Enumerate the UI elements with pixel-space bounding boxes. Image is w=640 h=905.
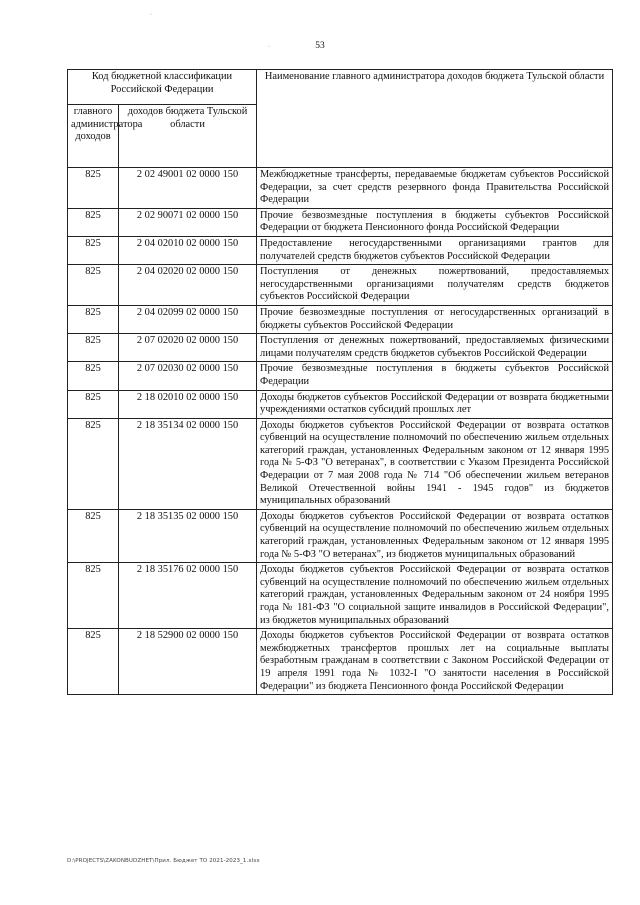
page-number: 53 [315,41,325,51]
revenue-code-cell: 2 02 49001 02 0000 150 [119,168,257,209]
admin-code-cell: 825 [68,418,119,509]
table-row [68,362,613,390]
revenue-name-cell: Доходы бюджетов субъектов Российской Федерации от возврата остатков субвенций на осуществление полномочий по обеспечению жильем отдельных категорий граждан, установленных Федеральным законом от 24 ноября 1995 года № 181-ФЗ "О социальной защите инвалидов в Российской Федерации", из бюджетов муниципальных образований [257,563,613,629]
revenue-code-cell: 2 07 02020 02 0000 150 [119,334,257,362]
header-name-column: Наименование главного администратора доходов бюджета Тульской области [257,70,613,168]
table-row [68,334,613,362]
revenue-name-cell: Предоставление негосударственными организациями грантов для получателей средств бюджетов субъектов Российской Федерации [257,236,613,264]
admin-code-cell: 825 [68,305,119,333]
table-row [68,236,613,264]
revenue-name-cell: Доходы бюджетов субъектов Российской Федерации от возврата остатков субвенций на осуществление полномочий по обеспечению жильем отдельных категорий граждан, установленных Федеральным законом от 12 января 1995 года № 5-ФЗ "О ветеранах", из бюджетов муниципальных образований [257,509,613,562]
revenue-code-cell: 2 18 35135 02 0000 150 [119,509,257,562]
revenue-code-cell: 2 07 02030 02 0000 150 [119,362,257,390]
table-row [68,265,613,306]
admin-code-cell: 825 [68,563,119,629]
admin-code-cell: 825 [68,208,119,236]
revenue-name-cell: Доходы бюджетов субъектов Российской Федерации от возврата остатков субвенций на осуществление полномочий по обеспечению жильем отдельных категорий граждан, установленных Федеральным законом от 12 января 1995 года № 5-ФЗ "О ветеранах", в соответствии с Указом Президента Российской Федерации от 7 мая 2008 года № 714 "Об обеспечении жильем ветеранов Великой Отечественной войны 1941 - 1945 годов" из бюджетов муниципальных образований [257,418,613,509]
table-row [68,629,613,695]
admin-code-cell: 825 [68,390,119,418]
revenue-name-cell: Доходы бюджетов субъектов Российской Федерации от возврата остатков межбюджетных трансфертов прошлых лет на социальные выплаты безработным гражданам в соответствии с Законом Российской Федерации от 19 апреля 1991 года № 1032-I "О занятости населения в Российской Федерации" из бюджета Пенсионного фонда Российской Федерации [257,629,613,695]
table-row [68,168,613,209]
revenue-code-cell: 2 18 02010 02 0000 150 [119,390,257,418]
file-path-footer: D:\PROJECTS\ZAKONBUDZHET\Прил. Бюджет ТО 2021-2023_1.xlsx [67,858,260,864]
revenue-name-cell: Поступления от денежных пожертвований, предоставляемых негосударственными организациями получателям средств бюджетов субъектов Российской Федерации [257,265,613,306]
revenue-name-cell: Доходы бюджетов субъектов Российской Федерации от возврата бюджетными учреждениями остатков субсидий прошлых лет [257,390,613,418]
table-row [68,208,613,236]
revenue-code-cell: 2 02 90071 02 0000 150 [119,208,257,236]
table-row [68,305,613,333]
revenue-name-cell: Прочие безвозмездные поступления в бюджеты субъектов Российской Федерации от бюджета Пенсионного фонда Российской Федерации [257,208,613,236]
admin-code-cell: 825 [68,265,119,306]
table-row [68,563,613,629]
scan-dot: · [268,44,270,50]
admin-code-cell: 825 [68,629,119,695]
revenue-classification-table [67,69,613,695]
admin-code-cell: 825 [68,509,119,562]
revenue-name-cell: Прочие безвозмездные поступления от негосударственных организаций в бюджеты субъектов Российской Федерации [257,305,613,333]
table-row [68,509,613,562]
header-revenue-column: доходов бюджета Тульской области [119,105,257,168]
admin-code-cell: 825 [68,236,119,264]
revenue-name-cell: Поступления от денежных пожертвований, предоставляемых физическими лицами получателям средств бюджетов субъектов Российской Федерации [257,334,613,362]
revenue-name-cell: Прочие безвозмездные поступления в бюджеты субъектов Российской Федерации [257,362,613,390]
admin-code-cell: 825 [68,362,119,390]
admin-code-cell: 825 [68,168,119,209]
table-row [68,418,613,509]
revenue-name-cell: Межбюджетные трансферты, передаваемые бюджетам субъектов Российской Федерации, за счет средств резервного фонда Правительства Российской Федерации [257,168,613,209]
revenue-code-cell: 2 04 02020 02 0000 150 [119,265,257,306]
table-row [68,390,613,418]
revenue-code-cell: 2 04 02010 02 0000 150 [119,236,257,264]
revenue-code-cell: 2 18 35134 02 0000 150 [119,418,257,509]
revenue-code-cell: 2 18 52900 02 0000 150 [119,629,257,695]
scan-dot: · [150,12,152,18]
revenue-code-cell: 2 18 35176 02 0000 150 [119,563,257,629]
header-code-group: Код бюджетной классификации Российской Федерации [68,70,257,105]
header-admin-column: главного администратора доходов [68,105,119,168]
admin-code-cell: 825 [68,334,119,362]
revenue-code-cell: 2 04 02099 02 0000 150 [119,305,257,333]
